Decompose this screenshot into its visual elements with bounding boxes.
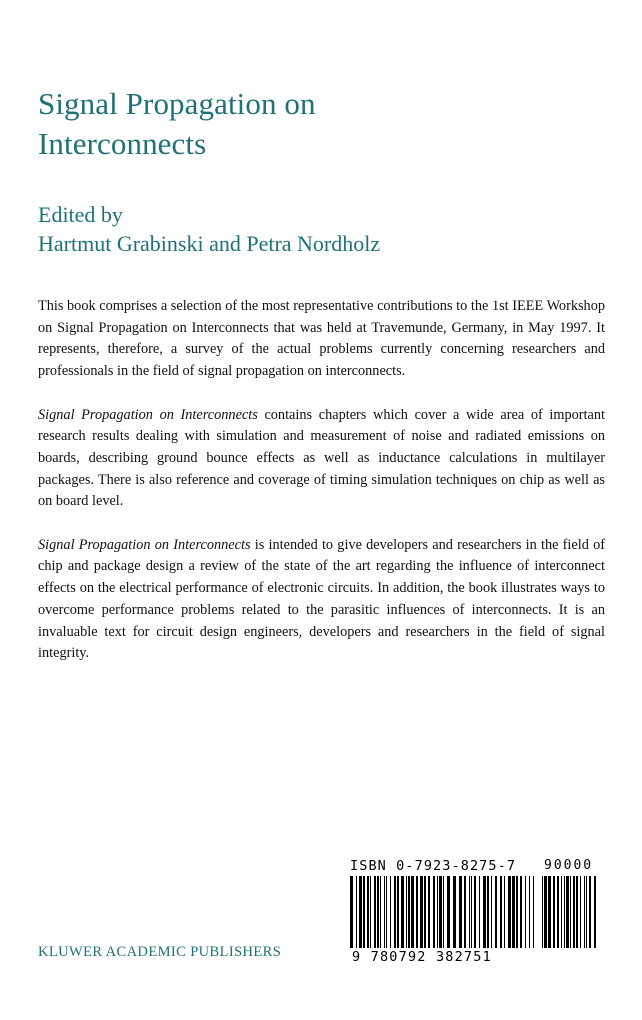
barcode-bar	[424, 876, 426, 948]
barcode-main-bars	[350, 876, 538, 948]
barcode-bar	[370, 876, 371, 948]
barcode-bar	[363, 876, 365, 948]
barcode-bar	[359, 876, 362, 948]
barcode-bar	[401, 876, 404, 948]
barcode-bar	[500, 876, 502, 948]
barcode-bar	[464, 876, 466, 948]
barcode-bar	[594, 876, 596, 948]
barcode-bar	[394, 876, 396, 948]
barcode-bar	[487, 876, 489, 948]
barcode-bar	[397, 876, 399, 948]
barcode-bar	[408, 876, 410, 948]
blurb-paragraph-2	[38, 405, 605, 514]
barcode-bar	[564, 876, 565, 948]
barcode-bar	[428, 876, 430, 948]
barcode-bar	[447, 876, 450, 948]
title-line-1: Signal Propagation on	[38, 86, 316, 121]
publisher-name: KLUWER ACADEMIC PUBLISHERS	[38, 944, 282, 960]
barcode-bar	[483, 876, 486, 948]
blurb-paragraph-3-body: is intended to give developers and researchers in the field of chip and package design a review of the state of the art regarding the influence of interconnect effects on the electrical performance of electronic circuits. In addition, the book illustrates ways to overcome performance problems related to the parasitic influences of interconnects. It is an invaluable text for circuit design engineers, developers and researchers in the field of signal integrity.	[38, 536, 605, 662]
barcode-bar	[479, 876, 480, 948]
barcode-bar	[586, 876, 587, 948]
isbn-barcode	[342, 858, 604, 970]
blurb	[38, 296, 605, 687]
barcode-bar	[439, 876, 442, 948]
barcode-bar	[411, 876, 414, 948]
barcode-bar	[374, 876, 376, 948]
barcode-bar	[573, 876, 575, 948]
barcode-bar	[453, 876, 456, 948]
barcode-bar	[406, 876, 407, 948]
addon-digits: 90000	[544, 858, 594, 873]
barcode-bar	[474, 876, 476, 948]
barcode-bar	[525, 876, 526, 948]
barcode-bar	[390, 876, 391, 948]
barcode-bar	[557, 876, 559, 948]
barcode-bar	[416, 876, 418, 948]
barcode-bar	[516, 876, 518, 948]
barcode-bar	[584, 876, 585, 948]
barcode-bar	[471, 876, 472, 948]
barcode-bar	[367, 876, 369, 948]
barcode-bar	[570, 876, 571, 948]
edited-by-label: Edited by	[38, 202, 123, 227]
barcode-bar	[350, 876, 353, 948]
barcode-addon-bars	[542, 876, 600, 948]
blurb-paragraph-1: This book comprises a selection of the most representative contributions to the 1st IEEE Workshop on Signal Propagation on Interconnects that was held at Travemunde, Germany, in May 1997. It represents, therefore, a survey of the actual problems currently concerning researchers and professionals in the field of signal propagation on interconnects.	[38, 298, 605, 380]
barcode-bar	[561, 876, 562, 948]
barcode-bar	[384, 876, 385, 948]
barcode-bar	[443, 876, 444, 948]
barcode-bar	[512, 876, 515, 948]
barcode-bar	[589, 876, 591, 948]
barcode-bar	[380, 876, 381, 948]
barcode-bar	[433, 876, 435, 948]
barcode-bar	[580, 876, 581, 948]
barcode-bar	[386, 876, 387, 948]
barcode-bar	[566, 876, 569, 948]
barcode-bar	[576, 876, 578, 948]
blurb-paragraph-2-body: contains chapters which cover a wide area of important research results dealing with simulation and measurement of noise and radiated emissions on boards, describing ground bounce effects as well as inductance calculations in multilayer packages. There is also reference and coverage of timing simulation techniques on chip as well as on board level.	[38, 406, 605, 510]
blurb-paragraph-3	[38, 535, 605, 665]
barcode-bar	[544, 876, 547, 948]
blurb-paragraph-3-title: Signal Propagation on Interconnects	[38, 536, 251, 553]
barcode-bar	[520, 876, 522, 948]
barcode-bar	[548, 876, 551, 948]
blurb-paragraph-2-title: Signal Propagation on Interconnects	[38, 406, 258, 423]
barcode-bar	[529, 876, 530, 948]
book-title	[38, 84, 316, 164]
barcode-bar	[542, 876, 543, 948]
barcode-bar	[491, 876, 492, 948]
barcode-bar	[420, 876, 423, 948]
barcode-bar	[356, 876, 357, 948]
barcode-bar	[495, 876, 497, 948]
barcode-bar	[377, 876, 379, 948]
barcode-bar	[508, 876, 511, 948]
isbn-number: ISBN 0-7923-8275-7	[350, 858, 517, 874]
editors-names: Hartmut Grabinski and Petra Nordholz	[38, 231, 381, 256]
barcode-bar	[437, 876, 438, 948]
barcode-bar	[459, 876, 462, 948]
ean-digits: 9 780792 382751	[352, 949, 492, 965]
title-line-2: Interconnects	[38, 126, 207, 161]
barcode-bar	[533, 876, 534, 948]
barcode-bar	[504, 876, 505, 948]
barcode-bar	[469, 876, 470, 948]
barcode-bar	[553, 876, 555, 948]
